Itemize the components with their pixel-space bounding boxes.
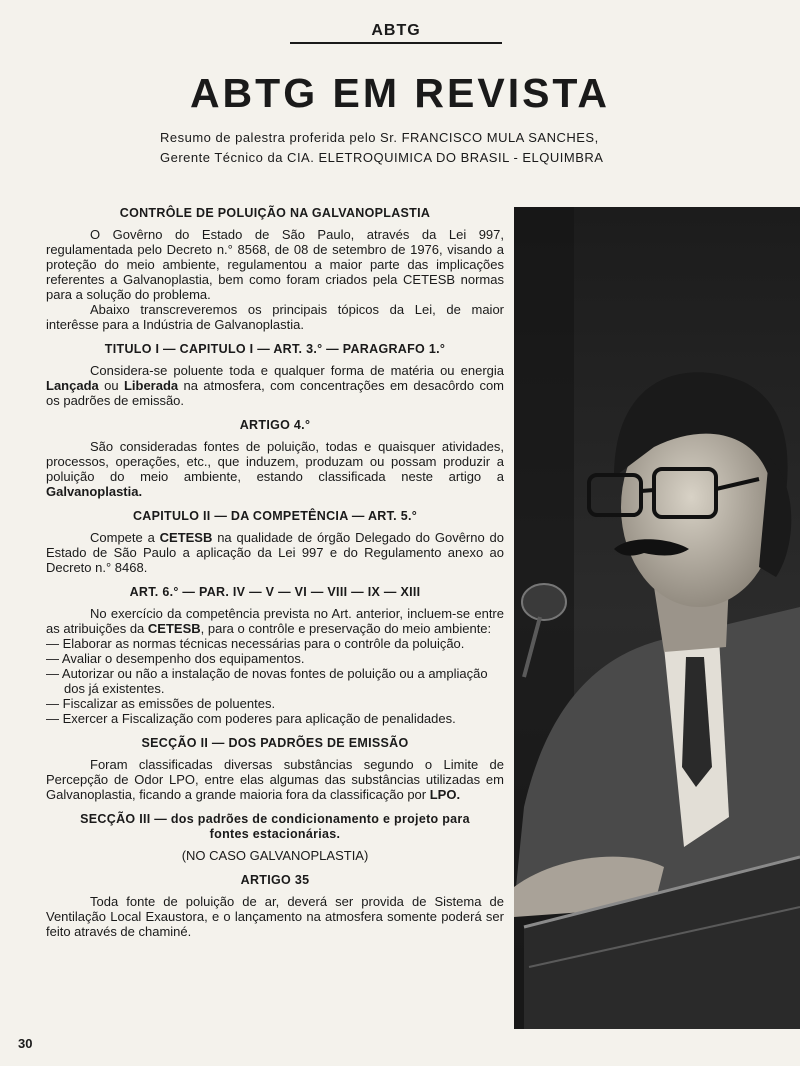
section-heading: CONTRÔLE DE POLUIÇÃO NA GALVANOPLASTIA	[119, 206, 431, 220]
subtitle-line-1: Resumo de palestra proferida pelo Sr. FRANCISCO MULA SANCHES,	[160, 130, 599, 145]
paragraph: Abaixo transcreveremos os principais tópicos da Lei, de maior interêsse para a Indústria de Galvanoplastia.	[46, 302, 504, 332]
paragraph: São consideradas fontes de poluição, todas e quaisquer atividades, processos, operações, etc., que induzem, produzam ou possam produzir a poluição do meio ambiente, estando classificada neste artigo a Galvanoplastia.	[46, 439, 504, 499]
section-heading: ARTIGO 35	[240, 873, 310, 887]
page-title: ABTG EM REVISTA	[189, 70, 611, 116]
list-item: — Elaborar as normas técnicas necessárias para o contrôle da poluição.	[46, 636, 504, 651]
list-item: — Autorizar ou não a instalação de novas fontes de poluição ou a ampliação dos já existentes.	[46, 666, 504, 696]
section-art-6	[46, 585, 504, 726]
section-controle	[46, 206, 504, 332]
section-artigo-35	[46, 873, 504, 939]
section-heading: ARTIGO 4.°	[239, 418, 311, 432]
section-capitulo-ii	[46, 509, 504, 575]
attributions-list	[46, 636, 504, 726]
paragraph: Considera-se poluente toda e qualquer forma de matéria ou energia Lançada ou Liberada na atmosfera, com concentrações em desacôrdo com os padrões de emissão.	[46, 363, 505, 408]
section-seccao-iii	[46, 812, 504, 863]
list-item: — Fiscalizar as emissões de poluentes.	[46, 696, 504, 711]
section-header-label: ABTG	[290, 22, 502, 44]
paragraph: Foram classificadas diversas substâncias segundo o Limite de Percepção de Odor LPO, entre elas algumas das substâncias utilizadas em Galvanoplastia, ficando a grande maioria fora da classificação por LPO.	[46, 757, 504, 802]
section-artigo-4	[46, 418, 504, 499]
subtitle	[160, 128, 660, 168]
speaker-photo	[514, 207, 800, 1029]
section-heading: CAPITULO II — DA COMPETÊNCIA — ART. 5.°	[132, 509, 418, 523]
page-number: 30	[18, 1036, 33, 1051]
section-seccao-ii	[46, 736, 504, 802]
list-item: — Avaliar o desempenho dos equipamentos.	[46, 651, 504, 666]
section-heading: SECÇÃO III — dos padrões de condicionamento e projeto para fontes estacionárias.	[80, 812, 470, 841]
article-body	[46, 206, 504, 949]
subtitle-line-2: Gerente Técnico da CIA. ELETROQUIMICA DO BRASIL - ELQUIMBRA	[160, 150, 604, 165]
paragraph: No exercício da competência prevista no Art. anterior, incluem-se entre as atribuições da CETESB, para o contrôle e preservação do meio ambiente:	[46, 606, 504, 636]
paragraph: Compete a CETESB na qualidade de órgão Delegado do Govêrno do Estado de São Paulo a aplicação da Lei 997 e do Regulamento anexo ao Decreto n.° 8468.	[46, 530, 504, 575]
section-heading: TITULO I — CAPITULO I — ART. 3.° — PARAGRAFO 1.°	[104, 342, 446, 356]
section-titulo-i	[46, 342, 504, 408]
paragraph: Toda fonte de poluição de ar, deverá ser provida de Sistema de Ventilação Local Exaustora, e o lançamento na atmosfera somente poderá ser feito através de chaminé.	[46, 894, 504, 939]
section-heading: ART. 6.° — PAR. IV — V — VI — VIII — IX — XIII	[129, 585, 421, 599]
list-item: — Exercer a Fiscalização com poderes para aplicação de penalidades.	[46, 711, 504, 726]
note: (NO CASO GALVANOPLASTIA)	[181, 848, 369, 863]
section-heading: SECÇÃO II — DOS PADRÕES DE EMISSÃO	[141, 736, 409, 750]
paragraph: O Govêrno do Estado de São Paulo, através da Lei 997, regulamentada pelo Decreto n.° 8568, de 08 de setembro de 1976, visando a proteção do meio ambiente, regulamentou a maior parte das implicações referentes a Galvanoplastia, bem como foram criados pela CETESB normas para a solução do problema.	[46, 227, 504, 302]
